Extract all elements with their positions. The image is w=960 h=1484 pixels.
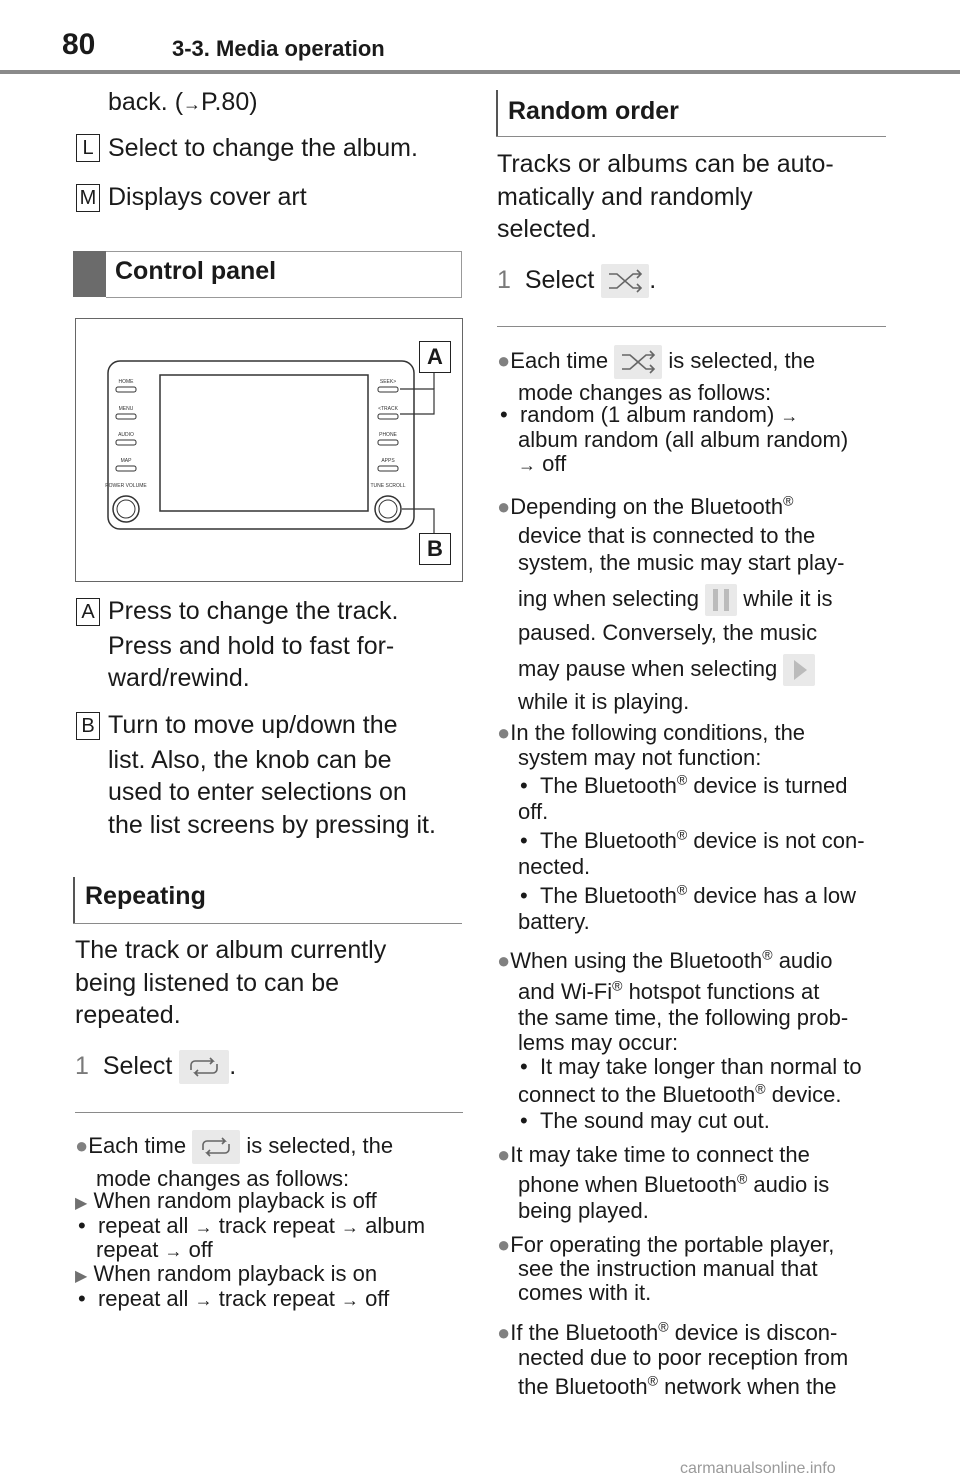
cond-note-line-1: ●In the following conditions, the — [497, 720, 806, 745]
heading-left-rule — [73, 877, 75, 923]
repeating-heading: Repeating — [85, 882, 206, 910]
watermark: carmanualsonline.info — [680, 1460, 836, 1477]
heading-left-rule — [496, 90, 498, 136]
item-B-line-2: list. Also, the knob can be — [108, 746, 392, 774]
repeating-body-1: The track or album currently — [75, 936, 387, 964]
wifi-note-line-3: the same time, the following prob- — [518, 1005, 849, 1030]
step-number: 1 — [497, 266, 511, 294]
repeat-icon[interactable] — [192, 1130, 240, 1164]
wifi-bullet-1-cont: connect to the Bluetooth® device. — [518, 1080, 842, 1107]
disconnect-note-line-1: ●If the Bluetooth® device is discon- — [497, 1318, 838, 1345]
bt-note-line-7: while it is playing. — [518, 689, 690, 714]
repeat-step — [75, 1050, 236, 1084]
thin-right-arrow-icon: → — [194, 1290, 213, 1310]
item-B-line-4: the list screens by pressing it. — [108, 811, 436, 839]
bullet-dot-icon: ● — [497, 720, 511, 745]
item-B-line-1: Turn to move up/down the — [108, 711, 398, 739]
bullet-dot-icon: ● — [497, 1320, 511, 1345]
bt-note-line-2: device that is connected to the — [518, 523, 816, 548]
apps-button-label: APPS — [381, 458, 395, 464]
bullet-dot-icon: ● — [497, 1142, 511, 1167]
repeating-body-2: being listened to can be — [75, 969, 340, 997]
repeat-note-line-1: ●Each time is selected, the — [75, 1130, 393, 1164]
note-divider — [497, 326, 886, 327]
step-select-text: Select — [102, 1052, 173, 1080]
track-button-label: <TRACK — [378, 406, 398, 412]
connect-note-line-3: being played. — [518, 1198, 649, 1223]
cond-bullet-2-cont: nected. — [518, 854, 591, 879]
callout-A: A — [419, 341, 451, 373]
page-number: 80 — [62, 28, 96, 61]
random-order-heading: Random order — [508, 97, 679, 125]
connect-note-line-2: phone when Bluetooth® audio is — [518, 1170, 830, 1197]
bullet-dot-icon: ● — [75, 1132, 89, 1158]
case-random-on: ▶ When random playback is on — [75, 1261, 378, 1286]
portable-note-line-2: see the instruction manual that — [518, 1256, 818, 1281]
case1-sequence-cont: repeat → off — [96, 1237, 213, 1262]
bt-note-line-6: may pause when selecting — [518, 654, 815, 686]
portable-note-line-1: ●For operating the portable player, — [497, 1232, 835, 1257]
audio-button-label: AUDIO — [118, 432, 134, 438]
item-A-line-1: Press to change the track. — [108, 597, 399, 625]
item-A-line-2: Press and hold to fast for- — [108, 632, 395, 660]
thin-right-arrow-icon: → — [183, 94, 202, 114]
header-rule — [0, 70, 960, 74]
bt-note-line-1: ●Depending on the Bluetooth® — [497, 492, 794, 519]
cond-bullet-3: • The Bluetooth® device has a low — [520, 881, 857, 908]
thin-right-arrow-icon: → — [780, 406, 799, 426]
item-B-label: B — [76, 712, 100, 740]
shuffle-icon[interactable] — [601, 264, 649, 298]
phone-button-label: PHONE — [379, 432, 397, 438]
note-divider — [75, 1112, 463, 1113]
bt-note-line-3: system, the music may start play- — [518, 550, 845, 575]
random-body-3: selected. — [497, 215, 598, 243]
step-end: . — [229, 1052, 237, 1080]
bt-note-line-5: paused. Conversely, the music — [518, 620, 818, 645]
callout-B: B — [419, 533, 451, 565]
section-title: 3-3. Media operation — [172, 36, 385, 61]
bullet-dot-icon: ● — [497, 948, 511, 973]
control-panel-figure — [75, 318, 463, 582]
random-sequence-1: • random (1 album random) → — [500, 402, 799, 427]
cond-note-line-2: system may not function: — [518, 745, 762, 770]
disconnect-note-line-2: nected due to poor reception from — [518, 1345, 849, 1370]
wifi-note-line-2: and Wi-Fi® hotspot functions at — [518, 977, 820, 1004]
wifi-note-line-4: lems may occur: — [518, 1030, 679, 1055]
portable-note-line-3: comes with it. — [518, 1280, 652, 1305]
bullet-dot-icon: ● — [497, 1232, 511, 1257]
item-A-line-3: ward/rewind. — [108, 664, 250, 692]
random-note-line-2: mode changes as follows: — [518, 380, 772, 405]
pause-icon[interactable] — [705, 584, 737, 616]
item-L-label: L — [76, 134, 100, 162]
random-body-1: Tracks or albums can be auto- — [497, 150, 834, 178]
map-button-label: MAP — [120, 458, 132, 464]
continued-text — [108, 86, 258, 121]
random-body-2: matically and randomly — [497, 183, 753, 211]
random-sequence-3: → off — [518, 451, 567, 476]
random-step: 1 Select . — [497, 264, 656, 298]
bullet-dot-icon: ● — [497, 347, 511, 373]
thin-right-arrow-icon: → — [341, 1217, 359, 1237]
thin-right-arrow-icon: → — [341, 1290, 359, 1310]
random-note-line-1: ●Each time is selected, the — [497, 345, 815, 379]
power-volume-label: POWER VOLUME — [105, 483, 147, 489]
cond-bullet-3-cont: battery. — [518, 909, 590, 934]
item-M-label: M — [76, 184, 100, 212]
control-panel-heading: Control panel — [115, 257, 277, 285]
repeat-icon[interactable] — [179, 1050, 229, 1084]
heading-bar — [73, 251, 106, 297]
wifi-note-line-1: ●When using the Bluetooth® audio — [497, 946, 833, 973]
tune-scroll-label: TUNE SCROLL — [370, 483, 406, 489]
wifi-bullet-2: • The sound may cut out. — [520, 1108, 770, 1133]
page-reference[interactable]: P.80) — [201, 88, 258, 116]
triangle-bullet-icon: ▶ — [75, 1195, 88, 1212]
thin-right-arrow-icon: → — [194, 1217, 213, 1237]
cond-bullet-1-cont: off. — [518, 799, 549, 824]
step-number: 1 — [75, 1052, 89, 1080]
disconnect-note-line-3: the Bluetooth® network when the — [518, 1372, 837, 1399]
continued-back: back. ( — [108, 88, 184, 116]
menu-button-label: MENU — [118, 406, 134, 412]
case-random-off: ▶ When random playback is off — [75, 1188, 377, 1213]
item-L-text: Select to change the album. — [108, 134, 418, 162]
head-unit-illustration — [76, 319, 462, 581]
case1-sequence: • repeat all → track repeat → album — [78, 1213, 426, 1238]
play-icon[interactable] — [783, 654, 815, 686]
repeat-note-line-2: mode changes as follows: — [96, 1166, 350, 1191]
thin-right-arrow-icon: → — [518, 455, 536, 475]
cond-bullet-1: • The Bluetooth® device is turned — [520, 771, 848, 798]
shuffle-icon[interactable] — [614, 345, 662, 379]
item-B-line-3: used to enter selections on — [108, 778, 407, 806]
connect-note-line-1: ●It may take time to connect the — [497, 1142, 810, 1167]
heading-underline — [73, 923, 462, 924]
wifi-bullet-1: • It may take longer than normal to — [520, 1054, 862, 1079]
case2-sequence: • repeat all → track repeat → off — [78, 1286, 390, 1311]
item-A-label: A — [76, 598, 100, 626]
bullet-dot-icon: ● — [497, 494, 511, 519]
repeating-body-3: repeated. — [75, 1001, 181, 1029]
seek-button-label: SEEK> — [379, 379, 397, 385]
random-sequence-2: album random (all album random) — [518, 427, 849, 452]
bt-note-line-4: ing when selecting while it is — [518, 584, 833, 616]
heading-underline — [496, 136, 886, 137]
triangle-bullet-icon: ▶ — [75, 1268, 88, 1285]
home-button-label: HOME — [118, 379, 134, 385]
item-M-text: Displays cover art — [108, 183, 307, 211]
cond-bullet-2: • The Bluetooth® device is not con- — [520, 826, 865, 853]
thin-right-arrow-icon: → — [164, 1241, 183, 1261]
